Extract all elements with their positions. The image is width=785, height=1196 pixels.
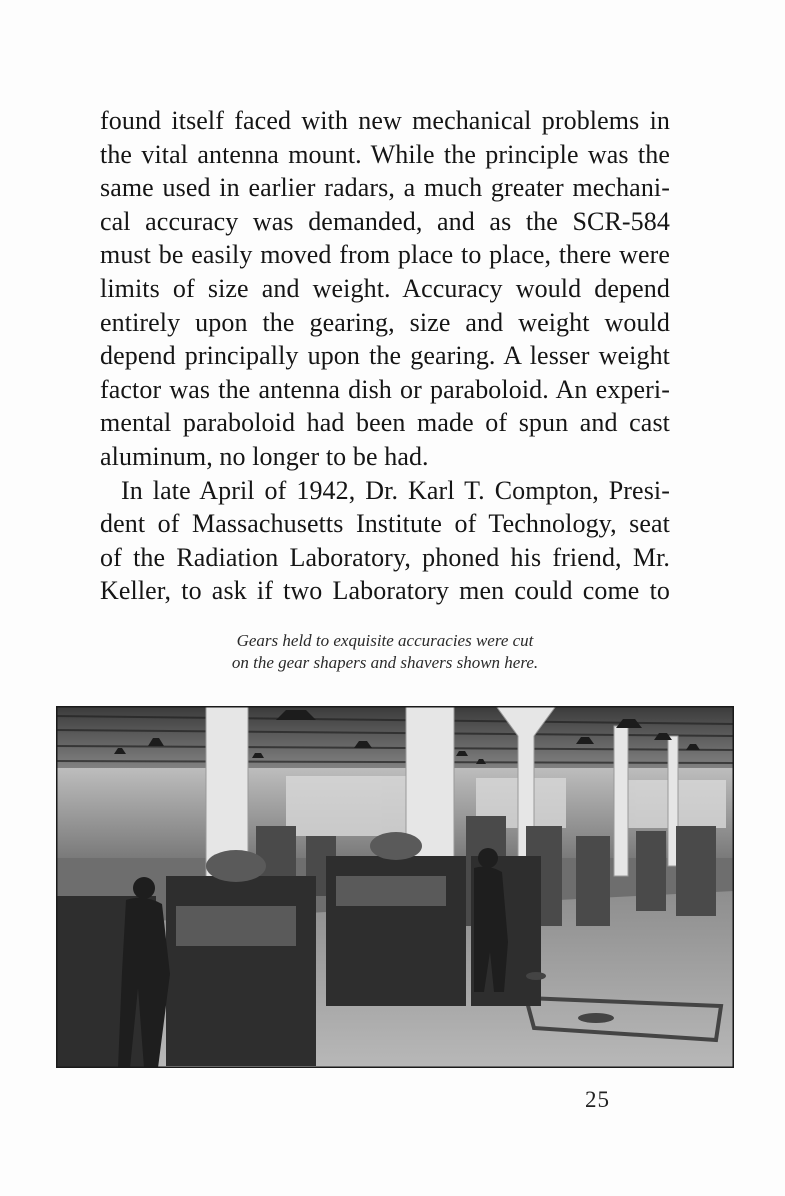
text-line: found itself faced with new mechanical problems in [100, 106, 670, 135]
text-line: In late April of 1942, Dr. Karl T. Compton, Presi- [121, 475, 670, 505]
caption-line: on the gear shapers and shavers shown here. [231, 653, 539, 672]
text-line: factor was the antenna dish or paraboloid. An experi- [100, 374, 670, 404]
factory-floor-photo [56, 706, 734, 1068]
caption-line: Gears held to exquisite accuracies were cut [236, 631, 534, 650]
text-line: same used in earlier radars, a much greater mechani- [100, 173, 670, 203]
text-line: aluminum, no longer to be had. [100, 441, 429, 471]
text-line: depend principally upon the gearing. A lesser weight [100, 341, 670, 371]
text-line: dent of Massachusetts Institute of Technology, seat [100, 509, 670, 539]
text-line: of the Radiation Laboratory, phoned his friend, Mr. [100, 542, 670, 572]
page-number: 25 [585, 1087, 610, 1112]
text-line: the vital antenna mount. While the principle was the [100, 139, 670, 169]
text-line: limits of size and weight. Accuracy would depend [100, 273, 670, 303]
text-line: mental paraboloid had been made of spun and cast [100, 408, 670, 438]
text-line: must be easily moved from place to place, there were [100, 240, 670, 270]
text-line: Keller, to ask if two Laboratory men could come to [100, 576, 670, 606]
text-line: entirely upon the gearing, size and weight would [100, 307, 670, 337]
body-text [100, 104, 670, 608]
photo-caption [100, 630, 670, 674]
text-line: cal accuracy was demanded, and as the SCR-584 [100, 206, 670, 236]
